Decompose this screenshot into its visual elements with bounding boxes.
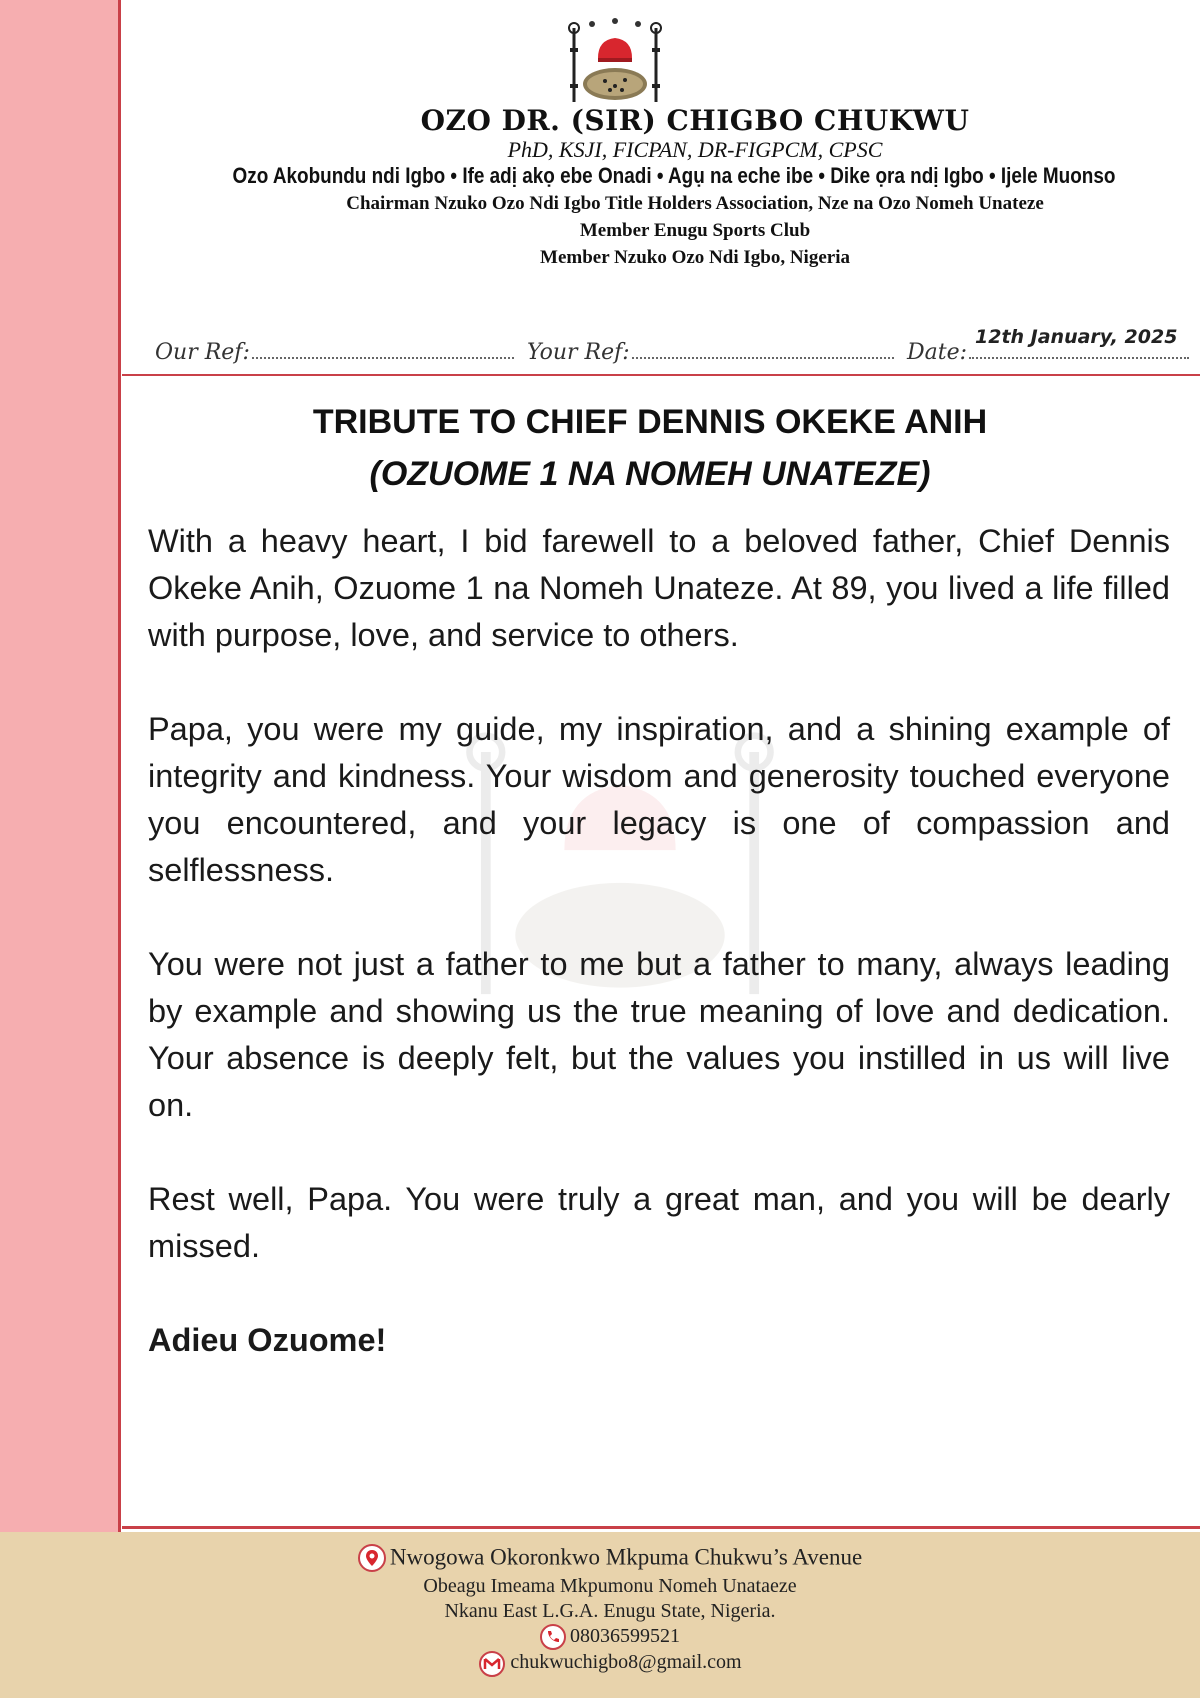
gmail-icon xyxy=(478,1651,506,1677)
our-ref-label: Our Ref: xyxy=(155,340,250,365)
our-ref-field xyxy=(155,337,514,365)
left-sidebar-band xyxy=(0,0,121,1532)
reference-line xyxy=(155,326,1200,373)
tribute-paragraph: Papa, you were my guide, my inspiration, and a shining example of integrity and kindness. Your wisdom and generosity touched everyone you encountered, and your legacy is one of compassion and selflessness. xyxy=(148,711,1170,888)
your-ref-blank xyxy=(632,337,894,359)
address-line-2: Obeagu Imeama Mkpumonu Nomeh Unataeze xyxy=(423,1575,797,1597)
tribute-paragraph: You were not just a father to me but a father to many, always leading by example and showing us the true meaning of love and dedication. Your absence is deeply felt, but the values you instilled in us will live on. xyxy=(148,946,1170,1123)
footer xyxy=(0,1532,1200,1698)
our-ref-blank xyxy=(252,337,514,359)
sender-qualifications: PhD, KSJI, FICPAN, DR-FIGPCM, CPSC xyxy=(507,137,883,162)
address-line-1: Nwogowa Okoronkwo Mkpuma Chukwu’s Avenue xyxy=(389,1544,863,1570)
sender-role: Member Enugu Sports Club xyxy=(579,220,811,241)
sender-role: Member Nzuko Ozo Ndi Igbo, Nigeria xyxy=(540,247,850,268)
address-line-3: Nkanu East L.G.A. Enugu State, Nigeria. xyxy=(444,1600,776,1622)
your-ref-field xyxy=(527,337,894,365)
letterhead xyxy=(120,104,1200,271)
sender-titles: Ozo Akobundu ndi Igbo • Ife adị akọ ebe Onadi • Agụ na eche ibe • Dike ọra ndị Igbo • Ijele Muonso xyxy=(232,163,1116,188)
tribute-title: TRIBUTE TO CHIEF DENNIS OKEKE ANIH xyxy=(312,403,988,441)
footer-contact xyxy=(330,1544,890,1677)
sender-role: Chairman Nzuko Ozo Ndi Igbo Title Holders Association, Nze na Ozo Nomeh Unateze xyxy=(346,193,1044,214)
phone-icon xyxy=(540,1624,566,1650)
tribute-heading xyxy=(120,396,1180,500)
sender-name: OZO DR. (SIR) CHIGBO CHUKWU xyxy=(420,104,970,137)
address-line xyxy=(330,1544,890,1574)
your-ref-label: Your Ref: xyxy=(527,340,630,365)
phone-line xyxy=(330,1624,890,1650)
date-label: Date: xyxy=(907,340,968,365)
location-pin-icon xyxy=(358,1544,386,1574)
tribute-paragraph: With a heavy heart, I bid farewell to a beloved father, Chief Dennis Okeke Anih, Ozuome 1 na Nomeh Unateze. At 89, you lived a life filled with purpose, love, and service to others. xyxy=(148,523,1170,653)
tribute-body xyxy=(148,518,1170,1411)
phone-number[interactable]: 08036599521 xyxy=(570,1625,680,1647)
email-line xyxy=(330,1650,890,1676)
date-value: 12th January, 2025 xyxy=(975,326,1178,348)
tribute-subtitle: (OZUOME 1 NA NOMEH UNATEZE) xyxy=(369,455,931,493)
header-divider xyxy=(122,374,1200,376)
tribute-paragraph: Rest well, Papa. You were truly a great man, and you will be dearly missed. xyxy=(148,1181,1170,1264)
crest-emblem-icon xyxy=(560,18,670,104)
email-address[interactable]: chukwuchigbo8@gmail.com xyxy=(510,1651,742,1674)
footer-divider xyxy=(122,1526,1200,1529)
tribute-closing: Adieu Ozuome! xyxy=(148,1322,387,1358)
